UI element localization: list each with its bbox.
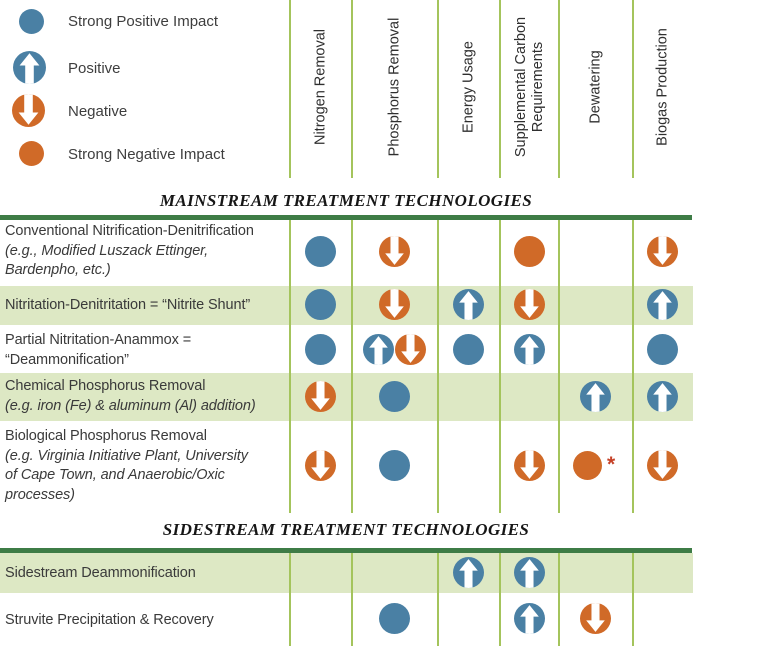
positive-icon <box>13 51 46 84</box>
impact-icon <box>647 236 678 267</box>
impact-icon <box>453 557 484 588</box>
impact-icon <box>647 381 678 412</box>
column-header-biogas-production: Biogas Production <box>654 28 671 146</box>
impact-icon <box>305 450 336 481</box>
impact-icon <box>573 451 602 480</box>
row-label <box>5 331 286 370</box>
column-divider <box>499 220 501 513</box>
row-label-line: Nitritation-Denitritation = “Nitrite Shunt” <box>5 297 251 313</box>
column-divider <box>289 220 291 513</box>
impact-icon <box>305 334 336 365</box>
impact-icon <box>305 289 336 320</box>
column-divider <box>558 220 560 513</box>
row-label-line: “Deammonification” <box>5 351 129 368</box>
impact-icon <box>305 381 336 412</box>
row-label-line: Biological Phosphorus Removal <box>5 428 207 444</box>
row-label-line: (e.g. iron (Fe) & aluminum (Al) addition) <box>5 397 256 414</box>
row-label <box>5 564 286 584</box>
impact-icon <box>580 381 611 412</box>
column-divider <box>632 0 634 178</box>
row-label-line: processes) <box>5 486 75 503</box>
row-label-line: Sidestream Deammonification <box>5 565 196 581</box>
impact-icon <box>514 603 545 634</box>
column-divider <box>437 220 439 513</box>
column-header-supplemental-carbon: Supplemental Carbon Requirements <box>513 16 546 158</box>
impact-icon <box>514 334 545 365</box>
row-label-line: Bardenpho, etc.) <box>5 262 111 278</box>
row-label-line: Struvite Precipitation & Recovery <box>5 612 214 628</box>
row-label-line: (e.g., Modified Luszack Ettinger, <box>5 242 209 259</box>
row-label <box>5 427 286 505</box>
row-label-line: of Cape Town, and Anaerobic/Oxic <box>5 467 225 483</box>
impact-icon <box>379 603 410 634</box>
impact-icon <box>647 450 678 481</box>
negative-icon <box>12 94 45 127</box>
column-divider <box>351 220 353 513</box>
strong-negative-icon <box>19 141 44 166</box>
impact-icon <box>379 236 410 267</box>
row-label <box>5 611 286 631</box>
impact-icon <box>514 450 545 481</box>
legend-label: Positive <box>68 60 121 77</box>
column-divider <box>351 0 353 178</box>
impact-icon <box>453 334 484 365</box>
column-divider <box>289 553 291 646</box>
column-divider <box>558 553 560 646</box>
impact-icon <box>453 289 484 320</box>
section-title-mainstream: MAINSTREAM TREATMENT TECHNOLOGIES <box>159 191 533 210</box>
column-divider <box>499 553 501 646</box>
impact-icon <box>363 334 394 365</box>
column-header-phosphorus-removal: Phosphorus Removal <box>386 17 403 157</box>
column-header-nitrogen-removal: Nitrogen Removal <box>312 28 329 146</box>
legend-label: Strong Positive Impact <box>68 13 219 30</box>
row-label-line: Partial Nitritation-Anammox = <box>5 332 192 348</box>
impact-icon <box>395 334 426 365</box>
impact-icon <box>580 603 611 634</box>
legend-label: Strong Negative Impact <box>68 146 225 163</box>
impact-icon <box>647 334 678 365</box>
column-divider <box>632 220 634 513</box>
footnote-asterisk: * <box>607 453 616 476</box>
impact-icon <box>514 557 545 588</box>
impact-icon <box>379 381 410 412</box>
impact-icon <box>514 289 545 320</box>
impact-icon <box>514 236 545 267</box>
impact-icon <box>379 450 410 481</box>
row-label <box>5 296 286 316</box>
column-header-energy-usage: Energy Usage <box>460 41 477 133</box>
column-divider <box>437 0 439 178</box>
section-rule <box>0 548 692 553</box>
impact-icon <box>379 289 410 320</box>
row-label <box>5 222 286 281</box>
impact-icon <box>647 289 678 320</box>
column-divider <box>499 0 501 178</box>
column-divider <box>437 553 439 646</box>
strong-positive-icon <box>19 9 44 34</box>
row-label <box>5 377 286 416</box>
column-divider <box>632 553 634 646</box>
column-header-dewatering: Dewatering <box>587 50 604 124</box>
column-divider <box>289 0 291 178</box>
row-label-line: Chemical Phosphorus Removal <box>5 378 206 394</box>
column-divider <box>558 0 560 178</box>
impact-icon <box>305 236 336 267</box>
column-divider <box>351 553 353 646</box>
section-title-sidestream: SIDESTREAM TREATMENT TECHNOLOGIES <box>162 520 530 539</box>
row-label-line: (e.g. Virginia Initiative Plant, University <box>5 447 248 464</box>
row-label-line: Conventional Nitrification-Denitrification <box>5 223 254 239</box>
legend-label: Negative <box>68 103 128 120</box>
section-rule <box>0 215 692 220</box>
